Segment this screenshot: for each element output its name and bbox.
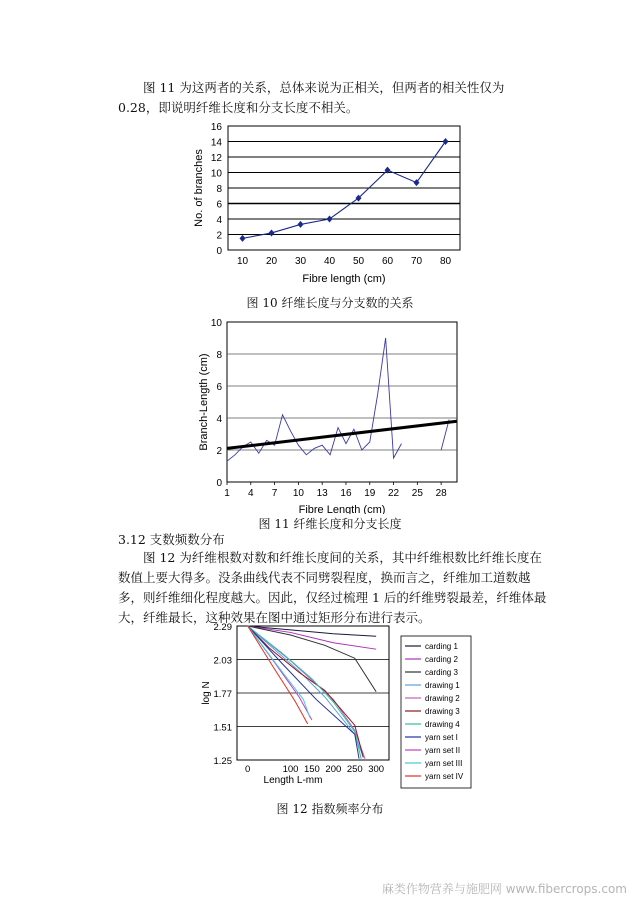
x-tick-label: 70 — [410, 256, 423, 267]
y-tick-label: 0 — [216, 246, 222, 257]
paragraph-fig11-intro: 图 11 为这两者的关系，总体来说为正相关，但两者的相关性仅为 0.28，即说明纤维长度和分支长度不相关。 — [118, 80, 505, 115]
legend-entry: drawing 4 — [425, 720, 460, 729]
x-tick-label: 250 — [346, 764, 363, 775]
y-axis-label: log N — [201, 681, 212, 705]
y-tick-label: 2.29 — [213, 622, 232, 633]
figure-11-caption: 图 11 纤维长度和分支长度 — [258, 517, 402, 531]
y-tick-label: 0 — [216, 478, 222, 489]
legend-entry: yarn set III — [425, 759, 463, 768]
x-tick-label: 80 — [439, 256, 452, 267]
plot-area — [227, 322, 457, 482]
legend-entry: carding 1 — [425, 642, 458, 651]
legend-entry: yarn set II — [425, 746, 461, 755]
legend-entry: yarn set IV — [425, 772, 464, 781]
y-tick-label: 12 — [210, 153, 222, 164]
legend-entry: carding 3 — [425, 668, 458, 677]
y-tick-label: 1.77 — [213, 689, 232, 700]
y-tick-label: 4 — [216, 215, 222, 226]
x-tick-label: 40 — [323, 256, 336, 267]
figure-11-chart — [195, 316, 465, 514]
figure-12-caption: 图 12 指数频率分布 — [276, 802, 384, 816]
x-tick-label: 19 — [364, 488, 376, 499]
y-tick-label: 6 — [216, 382, 222, 393]
x-tick-label: 10 — [236, 256, 249, 267]
x-tick-label: 100 — [282, 764, 299, 775]
x-axis-label: Length L-mm — [263, 775, 323, 786]
y-tick-label: 2 — [216, 230, 222, 242]
y-tick-label: 4 — [216, 414, 222, 425]
x-tick-label: 4 — [248, 488, 254, 499]
x-tick-label: 1 — [224, 488, 230, 499]
figure-10-chart — [190, 118, 470, 290]
figure-10-caption: 图 10 纤维长度与分支数的关系 — [246, 296, 414, 310]
legend-entry: drawing 3 — [425, 707, 460, 716]
section-title: 3.12 支数频数分布 — [118, 532, 225, 547]
legend-entry: drawing 1 — [425, 681, 460, 690]
x-tick-label: 13 — [316, 488, 328, 499]
x-tick-label: 16 — [340, 488, 352, 499]
y-tick-label: 2 — [216, 446, 222, 457]
x-tick-label: 20 — [265, 256, 278, 267]
x-tick-label: 7 — [271, 488, 278, 499]
x-tick-label: 25 — [411, 488, 423, 499]
x-tick-label: 150 — [303, 764, 320, 775]
y-tick-label: 1.51 — [213, 722, 232, 734]
x-axis-label: Fibre Length (cm) — [298, 504, 386, 514]
x-tick-label: 30 — [294, 256, 307, 267]
y-tick-label: 8 — [216, 350, 222, 361]
y-tick-label: 2.03 — [213, 655, 232, 667]
site-watermark: 麻类作物营养与施肥网 www.fibercrops.com — [381, 882, 627, 896]
x-tick-label: 50 — [352, 256, 365, 267]
y-tick-label: 16 — [210, 122, 222, 133]
y-tick-label: 10 — [210, 168, 222, 180]
y-tick-label: 1.25 — [213, 756, 232, 767]
x-tick-label: 200 — [325, 764, 342, 775]
x-axis-label: Fibre length (cm) — [302, 273, 386, 285]
legend-entry: drawing 2 — [425, 694, 460, 703]
paragraph-fig12-intro: 图 12 为纤维根数对数和纤维长度间的关系，其中纤维根数比纤维长度在数值上要大得多。没条曲线代表不同劈裂程度，换而言之，纤维加工道数越多，则纤维细化程度越大。因此，仅经过梳理 1 后的纤维劈裂最差，纤维体最大，纤维最长，这种效果在图中通过矩形分布进行表示。 — [118, 550, 547, 625]
y-tick-label: 8 — [216, 184, 222, 195]
x-tick-label: 0 — [245, 764, 251, 775]
y-tick-label: 6 — [216, 199, 222, 211]
x-tick-label: 22 — [387, 488, 400, 499]
y-axis-label: No. of branches — [193, 149, 205, 227]
figure-12-chart — [195, 618, 475, 793]
x-tick-label: 300 — [368, 764, 385, 775]
x-tick-label: 60 — [381, 256, 394, 267]
x-tick-label: 28 — [435, 488, 447, 499]
y-axis-label: Branch-Length (cm) — [198, 353, 210, 451]
x-tick-label: 10 — [292, 488, 304, 499]
y-tick-label: 10 — [210, 318, 222, 329]
legend-entry: yarn set I — [425, 733, 458, 742]
y-tick-label: 14 — [210, 137, 222, 149]
legend-entry: carding 2 — [425, 655, 458, 664]
